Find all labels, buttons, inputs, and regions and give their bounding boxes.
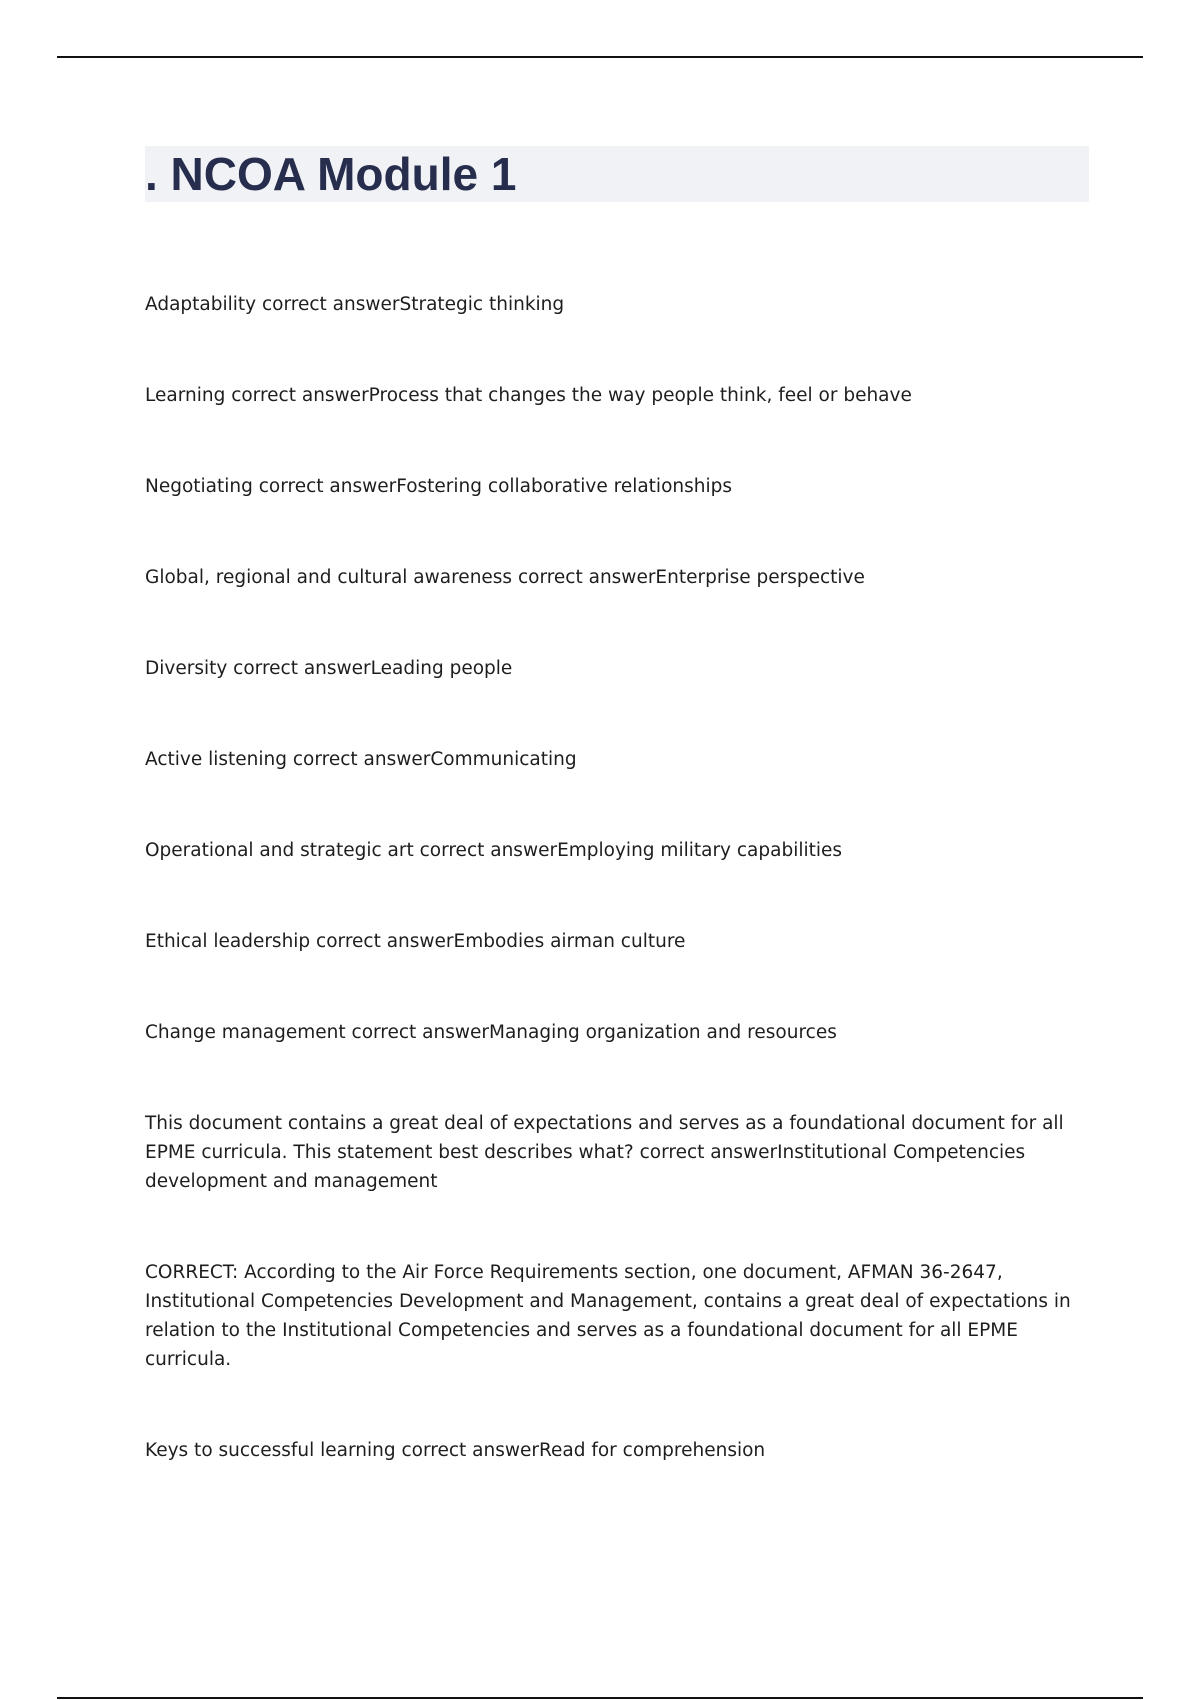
qa-item: Operational and strategic art correct answerEmploying military capabilities xyxy=(145,840,843,861)
qa-item: Learning correct answerProcess that changes the way people think, feel or behave xyxy=(145,385,912,406)
qa-item: Keys to successful learning correct answerRead for comprehension xyxy=(145,1440,766,1461)
qa-item: Negotiating correct answerFostering collaborative relationships xyxy=(145,476,732,497)
qa-item: Change management correct answerManaging organization and resources xyxy=(145,1022,837,1043)
qa-item: Global, regional and cultural awareness correct answerEnterprise perspective xyxy=(145,567,865,588)
qa-item: Diversity correct answerLeading people xyxy=(145,658,513,679)
document-title: . NCOA Module 1 xyxy=(145,148,517,200)
top-rule xyxy=(57,56,1143,58)
qa-item: Ethical leadership correct answerEmbodies airman culture xyxy=(145,931,686,952)
qa-item: Active listening correct answerCommunicating xyxy=(145,749,577,770)
qa-list xyxy=(145,290,1095,1465)
qa-item: This document contains a great deal of expectations and serves as a foundational document for all EPME curricula. This statement best describes what? correct answerInstitutional Competencies development and management xyxy=(145,1113,1064,1192)
qa-item: CORRECT: According to the Air Force Requirements section, one document, AFMAN 36-2647, Institutional Competencies Development and Management, contains a great deal of expectations in relation to the Institutional Competencies and serves as a foundational document for all EPME curricula. xyxy=(145,1262,1071,1370)
qa-item: Adaptability correct answerStrategic thinking xyxy=(145,294,565,315)
bottom-rule xyxy=(57,1697,1143,1699)
